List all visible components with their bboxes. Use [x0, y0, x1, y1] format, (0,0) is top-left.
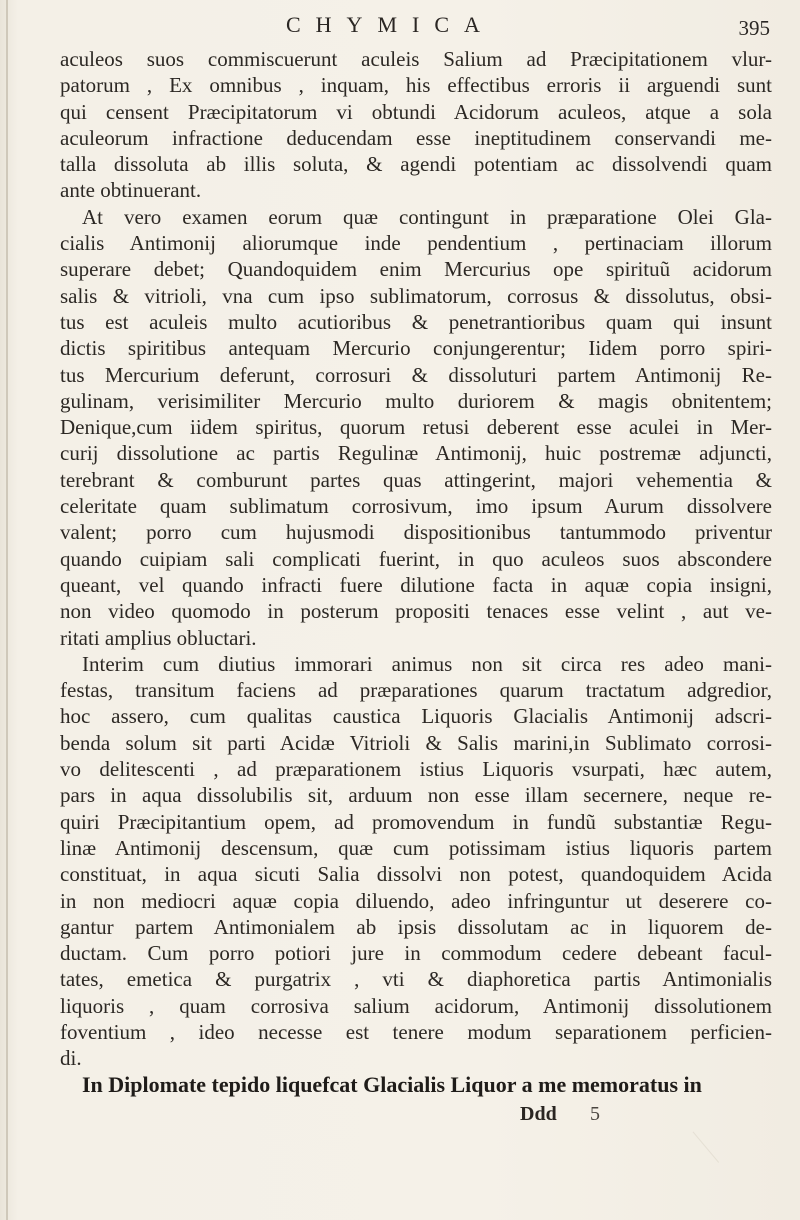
- text-line: cialis Antimonij aliorumque inde pendentium , pertinaciam illorum: [60, 231, 772, 256]
- text-line: valent; porro cum hujusmodi dispositionibus tantummodo priventur: [60, 520, 772, 545]
- text-line: hoc assero, cum qualitas caustica Liquoris Glacialis Antimonij adscri-: [60, 704, 772, 729]
- page-footer: [60, 1103, 772, 1129]
- text-line: constituat, in aqua sicuti Salia dissolvi non potest, quandoquidem Acida: [60, 862, 772, 887]
- text-line: di.: [60, 1046, 82, 1071]
- text-line: tus Mercurium deferunt, corrosuri & dissoluturi partem Antimonij Re-: [60, 362, 772, 387]
- text-line: Interim cum diutius immorari animus non sit circa res adeo mani-: [82, 651, 772, 676]
- text-line: queant, vel quando infracti fuere dilutione facta in aquæ copia insigni,: [60, 572, 772, 597]
- text-line: liquoris , quam corrosiva salium acidorum, Antimonij dissolutionem: [60, 993, 772, 1018]
- text-line: foventium , ideo necesse est tenere modum separationem perficien-: [60, 1019, 772, 1044]
- text-line: In Diplomate tepido liquefcat Glacialis Liquor a me memoratus in: [82, 1071, 702, 1097]
- text-line: gulinam, verisimiliter Mercurio multo duriorem & magis obnitentem;: [60, 388, 772, 413]
- text-line: salis & vitrioli, vna cum ipso sublimatorum, corrosus & dissolutus, obsi-: [60, 283, 772, 308]
- text-line: curij dissolutione ac partis Regulinæ Antimonij, huic postremæ adjuncti,: [60, 441, 772, 466]
- body-text: [60, 46, 772, 1098]
- text-line: benda solum sit parti Acidæ Vitrioli & Salis marini,in Sublimato corrosi-: [60, 730, 772, 755]
- text-line: superare debet; Quandoquidem enim Mercurius ope spirituũ acidorum: [60, 257, 772, 282]
- text-line: linæ Antimonij descensum, quæ cum potissimam istius liquoris partem: [60, 835, 772, 860]
- text-line: vo delitescenti , ad præparationem istius Liquoris vsurpati, hæc autem,: [60, 757, 772, 782]
- text-line: At vero examen eorum quæ contingunt in præparatione Olei Gla-: [82, 204, 772, 229]
- text-line: tates, emetica & purgatrix , vti & diaphoretica partis Antimonialis: [60, 967, 772, 992]
- custos-mark: 5: [590, 1103, 600, 1125]
- text-line: non video quomodo in posterum propositi tenaces esse velint , aut ve-: [60, 599, 772, 624]
- page-header: [60, 8, 770, 44]
- text-line: dictis spiritibus antequam Mercurio conjungerentur; Iidem porro spiri-: [60, 336, 772, 361]
- running-title: CHYMICA: [286, 12, 495, 37]
- text-line: pars in aqua dissolubilis sit, arduum non esse illam secernere, neque re-: [60, 783, 772, 808]
- text-line: patorum , Ex omnibus , inquam, his effectibus erroris ii arguendi sunt: [60, 73, 772, 98]
- text-line: aculeos suos commiscuerunt aculeis Salium ad Præcipitationem vlur-: [60, 47, 772, 71]
- text-line: ductam. Cum porro potiori jure in commodum cedere debeant facul-: [60, 941, 772, 966]
- text-line: aculeorum infractione deducendam esse ineptitudinem conservandi me-: [60, 125, 772, 150]
- text-line: talla dissoluta ab illis soluta, & agendi potentiam ac dissolvendi quam: [60, 152, 772, 177]
- text-line: terebrant & comburunt partes quas attingerint, majori vehementia &: [60, 467, 772, 492]
- text-line: gantur partem Antimonialem ab ipsis dissolutam ac in liquorem de-: [60, 914, 772, 939]
- page-gutter: [6, 0, 8, 1220]
- text-line: in non mediocri aquæ copia diluendo, adeo infringuntur ut deserere co-: [60, 888, 772, 913]
- text-line: quiri Præcipitantium opem, ad promovendum in fundũ substantiæ Regu-: [60, 809, 772, 834]
- text-line: quando cuipiam sali complicati fuerint, in quo aculeos suos abscondere: [60, 546, 772, 571]
- text-line: Denique,cum iidem spiritus, quorum retusi deberent esse aculei in Mer-: [60, 415, 772, 440]
- page-number: 395: [738, 16, 770, 40]
- text-line: festas, transitum faciens ad præparationes quarum tractatum adgredior,: [60, 678, 772, 703]
- text-line: tus est aculeis multo acutioribus & penetrantioribus quam qui insunt: [60, 309, 772, 334]
- text-line: ante obtinuerant.: [60, 178, 202, 203]
- text-line: celeritate quam sublimatum corrosivum, imo ipsum Aurum dissolvere: [60, 494, 772, 519]
- text-line: ritati amplius obluctari.: [60, 625, 257, 650]
- signature-mark: Ddd: [520, 1103, 557, 1125]
- text-line: qui censent Præcipitatorum vi obtundi Acidorum aculeos, atque a sola: [60, 99, 772, 124]
- paper-crease: [662, 1132, 719, 1189]
